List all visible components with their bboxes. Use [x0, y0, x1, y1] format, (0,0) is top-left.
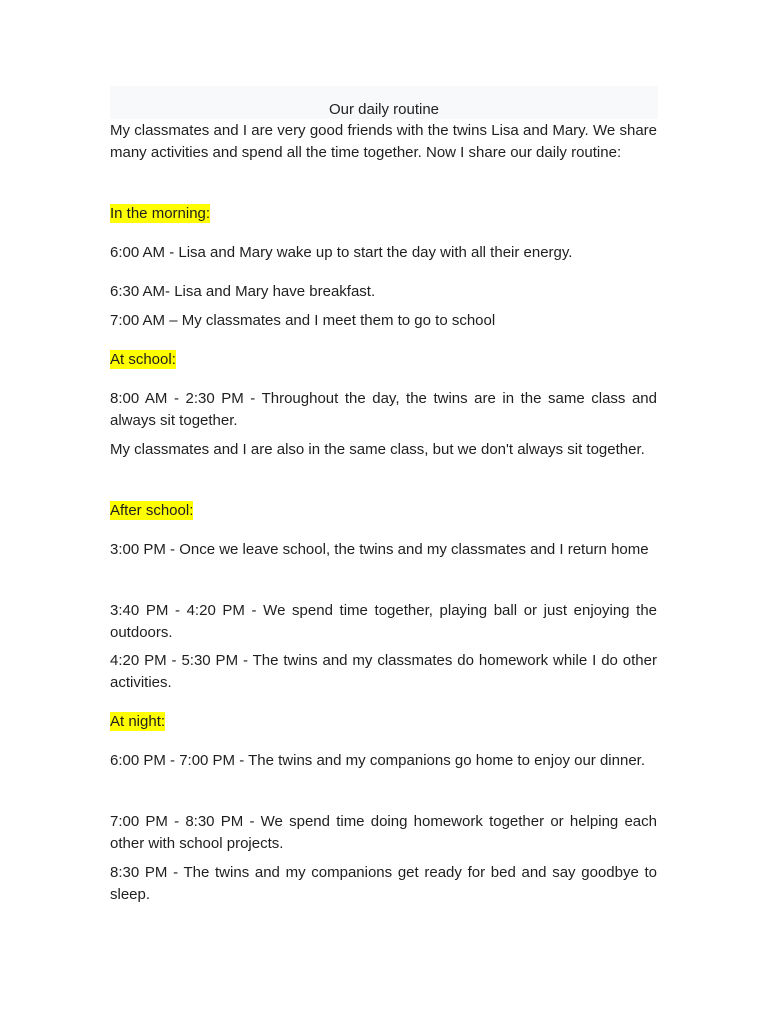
heading-highlight: At night:: [110, 713, 166, 730]
section-heading-night: [110, 711, 657, 733]
heading-highlight: At school:: [110, 351, 176, 368]
page-title: Our daily routine: [328, 101, 440, 118]
after-school-item: 3:40 PM - 4:20 PM - We spend time together, playing ball or just enjoying the outdoors.: [110, 602, 657, 641]
morning-item: 6:00 AM - Lisa and Mary wake up to start the day with all their energy.: [110, 244, 573, 261]
section-heading-after-school: [110, 500, 657, 522]
intro-paragraph: My classmates and I are very good friends with the twins Lisa and Mary. We share many activities and spend all the time together. Now I share our daily routine:: [110, 122, 657, 161]
after-school-item: 4:20 PM - 5:30 PM - The twins and my classmates do homework while I do other activities.: [110, 652, 657, 691]
after-school-item: 3:00 PM - Once we leave school, the twins and my classmates and I return home: [110, 541, 649, 558]
night-item: 8:30 PM - The twins and my companions get ready for bed and say goodbye to sleep.: [110, 864, 657, 903]
section-heading-morning: [110, 203, 657, 225]
heading-highlight: In the morning:: [110, 205, 211, 222]
night-item: 7:00 PM - 8:30 PM - We spend time doing homework together or helping each other with school projects.: [110, 813, 657, 852]
section-heading-school: [110, 349, 657, 371]
school-item: 8:00 AM - 2:30 PM - Throughout the day, the twins are in the same class and always sit together.: [110, 390, 657, 429]
morning-item: 7:00 AM – My classmates and I meet them to go to school: [110, 312, 496, 329]
morning-item: 6:30 AM- Lisa and Mary have breakfast.: [110, 283, 376, 300]
night-item: 6:00 PM - 7:00 PM - The twins and my companions go home to enjoy our dinner.: [110, 752, 646, 769]
heading-highlight: After school:: [110, 502, 194, 519]
school-item: My classmates and I are also in the same class, but we don't always sit together.: [110, 441, 645, 458]
